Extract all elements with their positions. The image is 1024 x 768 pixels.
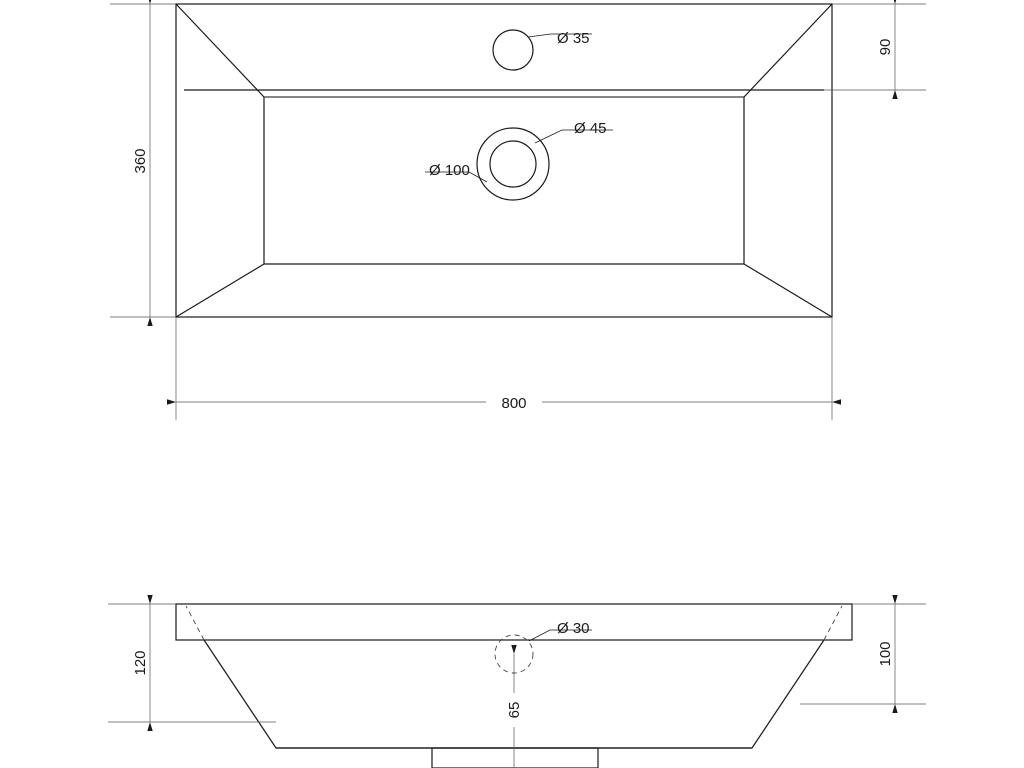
tap-hole-circle (493, 30, 533, 70)
label-dim-90: 90 (877, 38, 894, 56)
label-dim-360: 360 (132, 148, 149, 174)
label-dia-35: Ø 35 (557, 30, 590, 47)
bowl-corner-slope-bl (176, 264, 264, 317)
label-dim-120: 120 (132, 650, 149, 676)
front-top-slab (176, 604, 852, 640)
front-outlet-boss (432, 748, 598, 768)
waste-outer-circle (477, 128, 549, 200)
label-dim-800: 800 (501, 395, 527, 412)
top-view-group (110, 4, 926, 420)
label-dia-100: Ø 100 (429, 162, 470, 179)
label-dim-100: 100 (877, 641, 894, 667)
hidden-line-left (186, 606, 204, 640)
label-dim-65: 65 (506, 701, 523, 719)
bowl-corner-slope-br (744, 264, 832, 317)
front-view-group (108, 604, 926, 768)
basin-bowl-opening (264, 97, 744, 264)
label-dia-45: Ø 45 (574, 120, 607, 137)
basin-outer-rim (176, 4, 832, 317)
bowl-corner-slope-tr (744, 4, 832, 97)
label-dia-30: Ø 30 (557, 620, 590, 637)
hidden-line-right (824, 606, 842, 640)
bowl-corner-slope-tl (176, 4, 264, 97)
waste-inner-circle (490, 141, 536, 187)
